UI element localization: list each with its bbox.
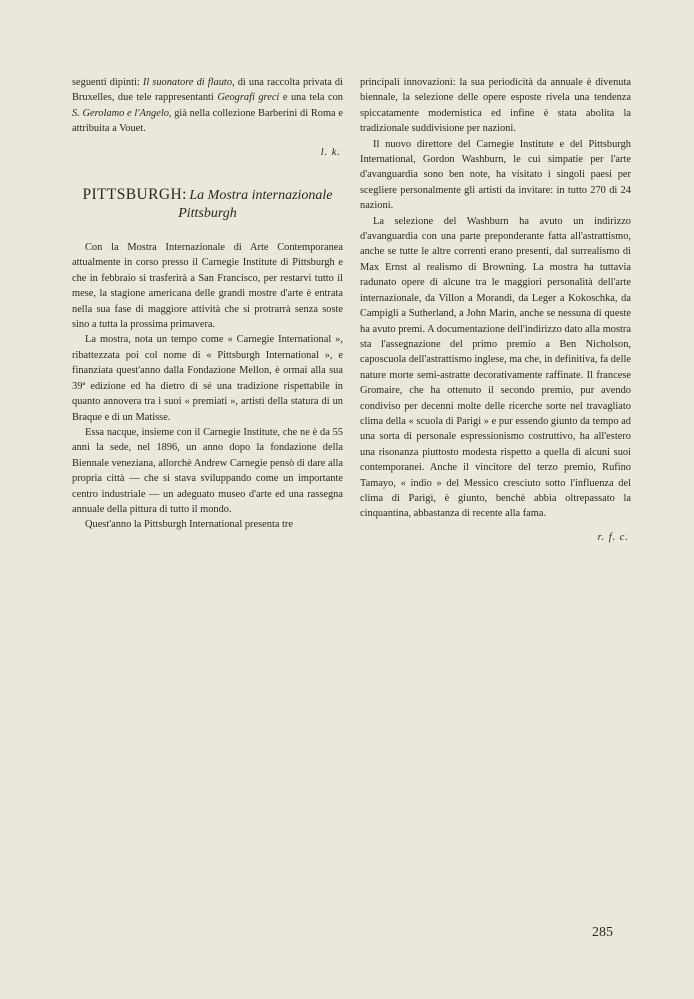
artwork-title: S. Gerolamo e l'Angelo — [72, 107, 169, 119]
article-paragraph: Essa nacque, insieme con il Carnegie Institute, che ne è da 55 anni la sede, nel 1896, un anno dopo la fondazione della Biennale veneziana, allorchè Andrew Carnegie pensò di dare alla propria città — che si stava sviluppando come un importante centro industriale — un adeguato museo d'arte ed una rassegna annuale della pittura di tutto il mondo. — [72, 426, 343, 515]
heading-subtitle: La Mostra internazionale — [189, 188, 333, 204]
intro-text: , di una raccolta privata di Bruxelles, due tele rappresentanti — [72, 77, 344, 104]
article-heading — [72, 186, 343, 222]
intro-text: e una tela con — [279, 92, 343, 104]
article-paragraph: La mostra, nota un tempo come « Carnegie International », ribattezzata poi col nome di « Pittsburgh International », e finanziata quest'anno dalla Fondazione Mellon, è ormai alla sua 39ª edizione ed ha dietro di sé una tradizione rispettabile in quanto annovera tra i suoi « premiati », artisti della statura di un Braque e di un Matisse. — [72, 334, 343, 423]
article-paragraph: Quest'anno la Pittsburgh International presenta tre — [85, 519, 293, 531]
heading-city: PITTSBURGH: — [82, 186, 187, 204]
article-paragraph: La selezione del Washburn ha avuto un indirizzo d'avanguardia con una parte preponderante fatta all'astrattismo, anche se tutte le altre correnti erano presenti, dal surrealismo di Max Ernst al realismo di Browning. La mostra ha tuttavia radunato opere di alcune tra le maggiori personalità dell'arte internazionale, da Villon a Morandi, da Leger a Kokoschka, da Campigli a Sutherland, a John Marin, anche se nessuna di queste ha avuto premi. A documentazione dell'indirizzo dato alla mostra sta l'assegnazione del primo premio a Ben Nicholson, caposcuola dell'astrattismo inglese, ma che, in definitiva, fa delle nature morte semi-astratte decorativamente raffinate. Il francese Gromaire, che ha ottenuto il secondo premio, pur avendo condiviso per decenni molte delle ricerche sorte nel travagliato clima della « scuola di Parigi » e pur essendo giunto da tempo ad una sorta di personale espressionismo costruttivo, ha all'estero una risonanza piuttosto modesta rispetto a quella di alcuni suoi contemporanei. Anche il vincitore del terzo premio, Rufino Tamayo, « indio » del Messico cresciuto sotto l'influenza del clima di Parigi, è giunto, benchè abbia oltrepassato la cinquantina, abbastanza di recente alla fama. — [360, 215, 631, 520]
left-column — [72, 75, 343, 533]
page-number: 285 — [592, 925, 613, 940]
intro-signature: l. k. — [320, 146, 341, 158]
intro-text: , già nella collezione Barberini di Roma e attribuita a Vouet. — [72, 107, 343, 135]
heading-subtitle-line2: Pittsburgh — [178, 206, 237, 222]
artwork-title: Il suonatore di flauto — [142, 77, 233, 88]
intro-text: seguenti dipinti: — [72, 77, 143, 88]
article-signature: r. f. c. — [597, 531, 629, 543]
article-paragraph: Il nuovo direttore del Carnegie Institute e del Pittsburgh International, Gordon Washburn, le cui simpatie per l'arte d'avanguardia sono ben note, ha visitato i singoli paesi per scegliere personalmente gli artisti da invitare: in tutto 270 di 24 nazioni. — [360, 138, 631, 212]
right-column — [360, 75, 631, 545]
article-paragraph: principali innovazioni: la sua periodicità da annuale è divenuta biennale, la selezione delle opere esposte rivela una tendenza spiccatamente modernistica ed infine è stata abolita la tradizionale suddivisione per nazioni. — [360, 77, 631, 135]
article-paragraph: Con la Mostra Internazionale di Arte Contemporanea attualmente in corso presso il Carnegie Institute di Pittsburgh e che in febbraio si trasferirà a San Francisco, per restarvi tutto il mese, la stagione americana delle grandi mostre d'arte è entrata nella sua fase di maggiore attività che si protrarrà senza soste sino a tutta la prossima primavera. — [72, 242, 343, 331]
intro-paragraph — [72, 75, 343, 137]
artwork-title: Geografi greci — [217, 92, 280, 104]
